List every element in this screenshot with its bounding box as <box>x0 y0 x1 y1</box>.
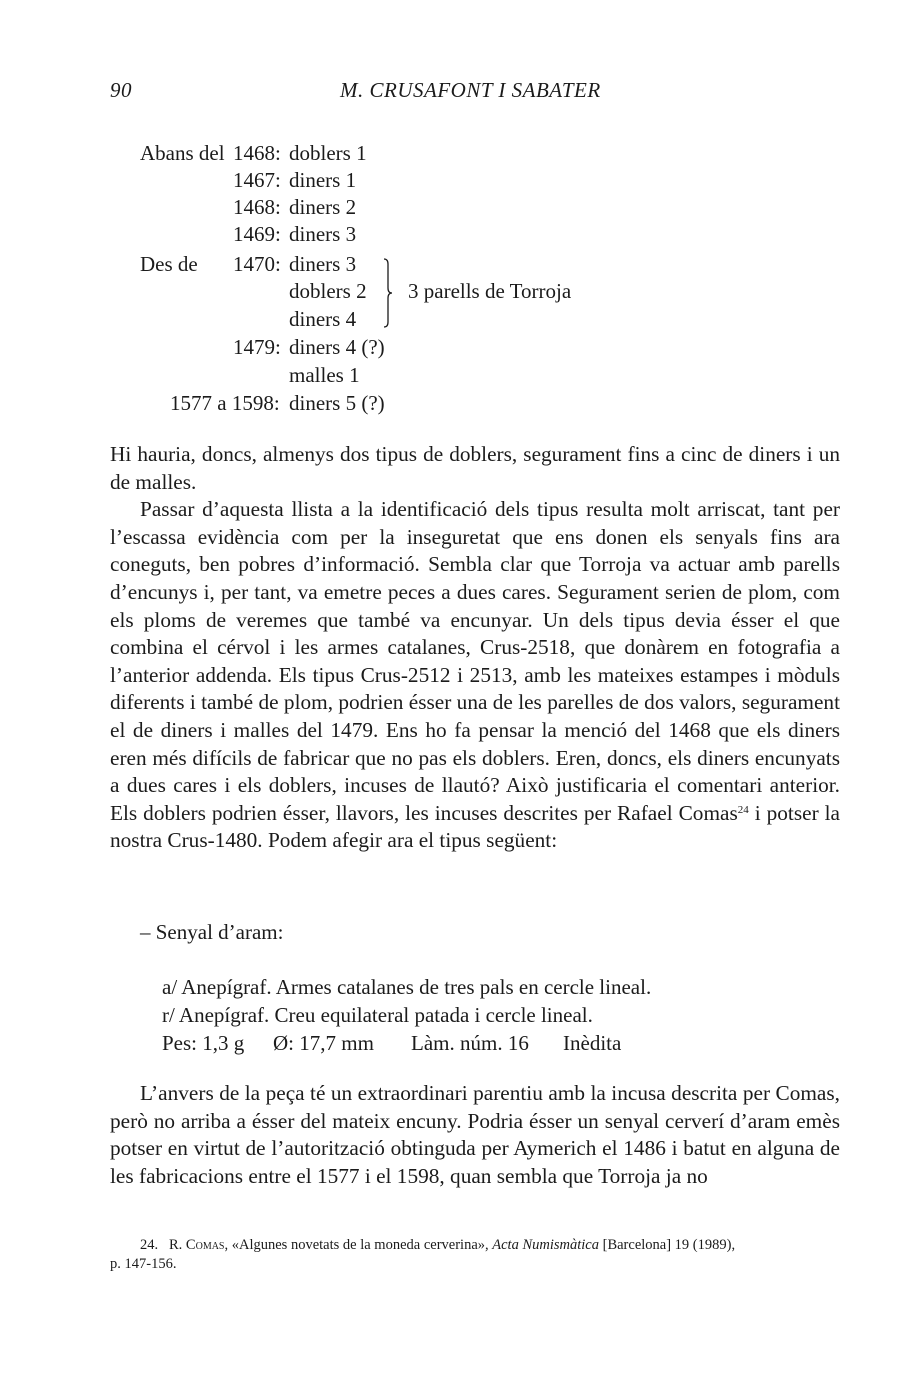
entry-obverse: a/ Anepígraf. Armes catalanes de tres pals en cercle lineal. <box>162 975 652 999</box>
footnote <box>110 1236 840 1274</box>
paragraph-text: Passar d’aquesta llista a la identificació dels tipus resulta molt arriscat, tant per l’escassa evidència com per la inseguretat que ens donen els senyals fins ara coneguts, ben pobres d’informació. Sembla clar que Torroja va actuar amb parells d’encunys i, per tant, va emetre peces a dues cares. Segurament serien de plom, com els ploms de veremes que també va encunyar. Un dels tipus devia ésser el que combina el cérvol i les armes catalanes, Crus-2518, que donàrem en fotografia a l’anterior addenda. Els tipus Crus-2512 i 2513, amb les mateixes estampes i mòduls diferents i també de plom, podrien ésser una de les parelles de dos valors, segurament el de diners i malles del 1479. Ens ho fa pensar la menció del 1468 que els diners eren més difícils de fabricar que no pas els doblers. Eren, doncs, els diners encunyats a dues cares i els doblers, incuses de llautó? Això justificaria el comentari anterior. Els doblers podrien ésser, llavors, les incuses descrites per Rafael Comas <box>110 497 840 825</box>
paragraph: L’anvers de la peça té un extraordinari parentiu amb la incusa descrita per Comas, però no arriba a ésser del mateix encuny. Podria ésser un senyal cerverí d’aram emès potser en virtut de l’autorització obtinguda per Aymerich el 1486 i batut en alguna de les fabricacions entre el 1577 i el 1598, quan sembla que Torroja ja no <box>110 1081 840 1188</box>
chronology-item: diners 3 <box>289 222 357 246</box>
chronology-item: diners 3 <box>289 252 357 276</box>
paragraph-text: i potser la nostra Crus-1480. Podem afegir ara el tipus següent: <box>110 800 841 853</box>
page-number: 90 <box>110 78 132 102</box>
chronology-item: doblers 1 <box>289 141 367 165</box>
footnote-title: , «Algunes novetats de la moneda cerverina», <box>224 1237 493 1253</box>
entry-diameter: Ø: 17,7 mm <box>273 1031 374 1055</box>
entry-title: – Senyal d’aram: <box>140 920 284 944</box>
chronology-year: 1479: <box>233 335 281 359</box>
body-paragraph-final <box>110 1080 840 1190</box>
chronology-item: diners 4 (?) <box>289 335 385 359</box>
chronology-left-label: Abans del <box>140 141 225 165</box>
chronology-year: 1469: <box>233 222 281 246</box>
chronology-item: diners 1 <box>289 168 357 192</box>
running-title: M. CRUSAFONT I SABATER <box>340 78 601 102</box>
brace-note: 3 parells de Torroja <box>408 279 572 303</box>
paragraph: Hi hauria, doncs, almenys dos tipus de doblers, segurament fins a cinc de diners i un de malles. <box>110 442 840 494</box>
chronology-year: 1577 a 1598: <box>170 391 280 415</box>
footnote-pages: p. 147-156. <box>110 1256 177 1272</box>
curly-brace-icon <box>383 258 393 328</box>
footnote-line <box>110 1236 840 1255</box>
footnote-ref: 24 <box>737 803 749 816</box>
entry-weight: Pes: 1,3 g <box>162 1031 245 1055</box>
chronology-item: doblers 2 <box>289 279 367 303</box>
chronology-year: 1470: <box>233 252 281 276</box>
paragraph <box>110 496 840 855</box>
chronology-item: diners 5 (?) <box>289 391 385 415</box>
body-paragraphs <box>110 441 840 855</box>
footnote-journal: Acta Numismàtica <box>492 1237 599 1253</box>
chronology-year: 1468: <box>233 141 281 165</box>
entry-status: Inèdita <box>563 1031 622 1055</box>
chronology-year: 1467: <box>233 168 281 192</box>
chronology-left-label: Des de <box>140 252 198 276</box>
footnote-number: 24. <box>140 1237 159 1253</box>
chronology-item: diners 2 <box>289 195 357 219</box>
entry-plate: Làm. núm. 16 <box>411 1031 529 1055</box>
chronology-year: 1468: <box>233 195 281 219</box>
footnote-rest: [Barcelona] 19 (1989), <box>599 1237 736 1253</box>
entry-reverse: r/ Anepígraf. Creu equilateral patada i cercle lineal. <box>162 1003 593 1027</box>
footnote-author: R. Comas <box>169 1237 225 1253</box>
chronology-item: malles 1 <box>289 363 360 387</box>
chronology-item: diners 4 <box>289 307 357 331</box>
